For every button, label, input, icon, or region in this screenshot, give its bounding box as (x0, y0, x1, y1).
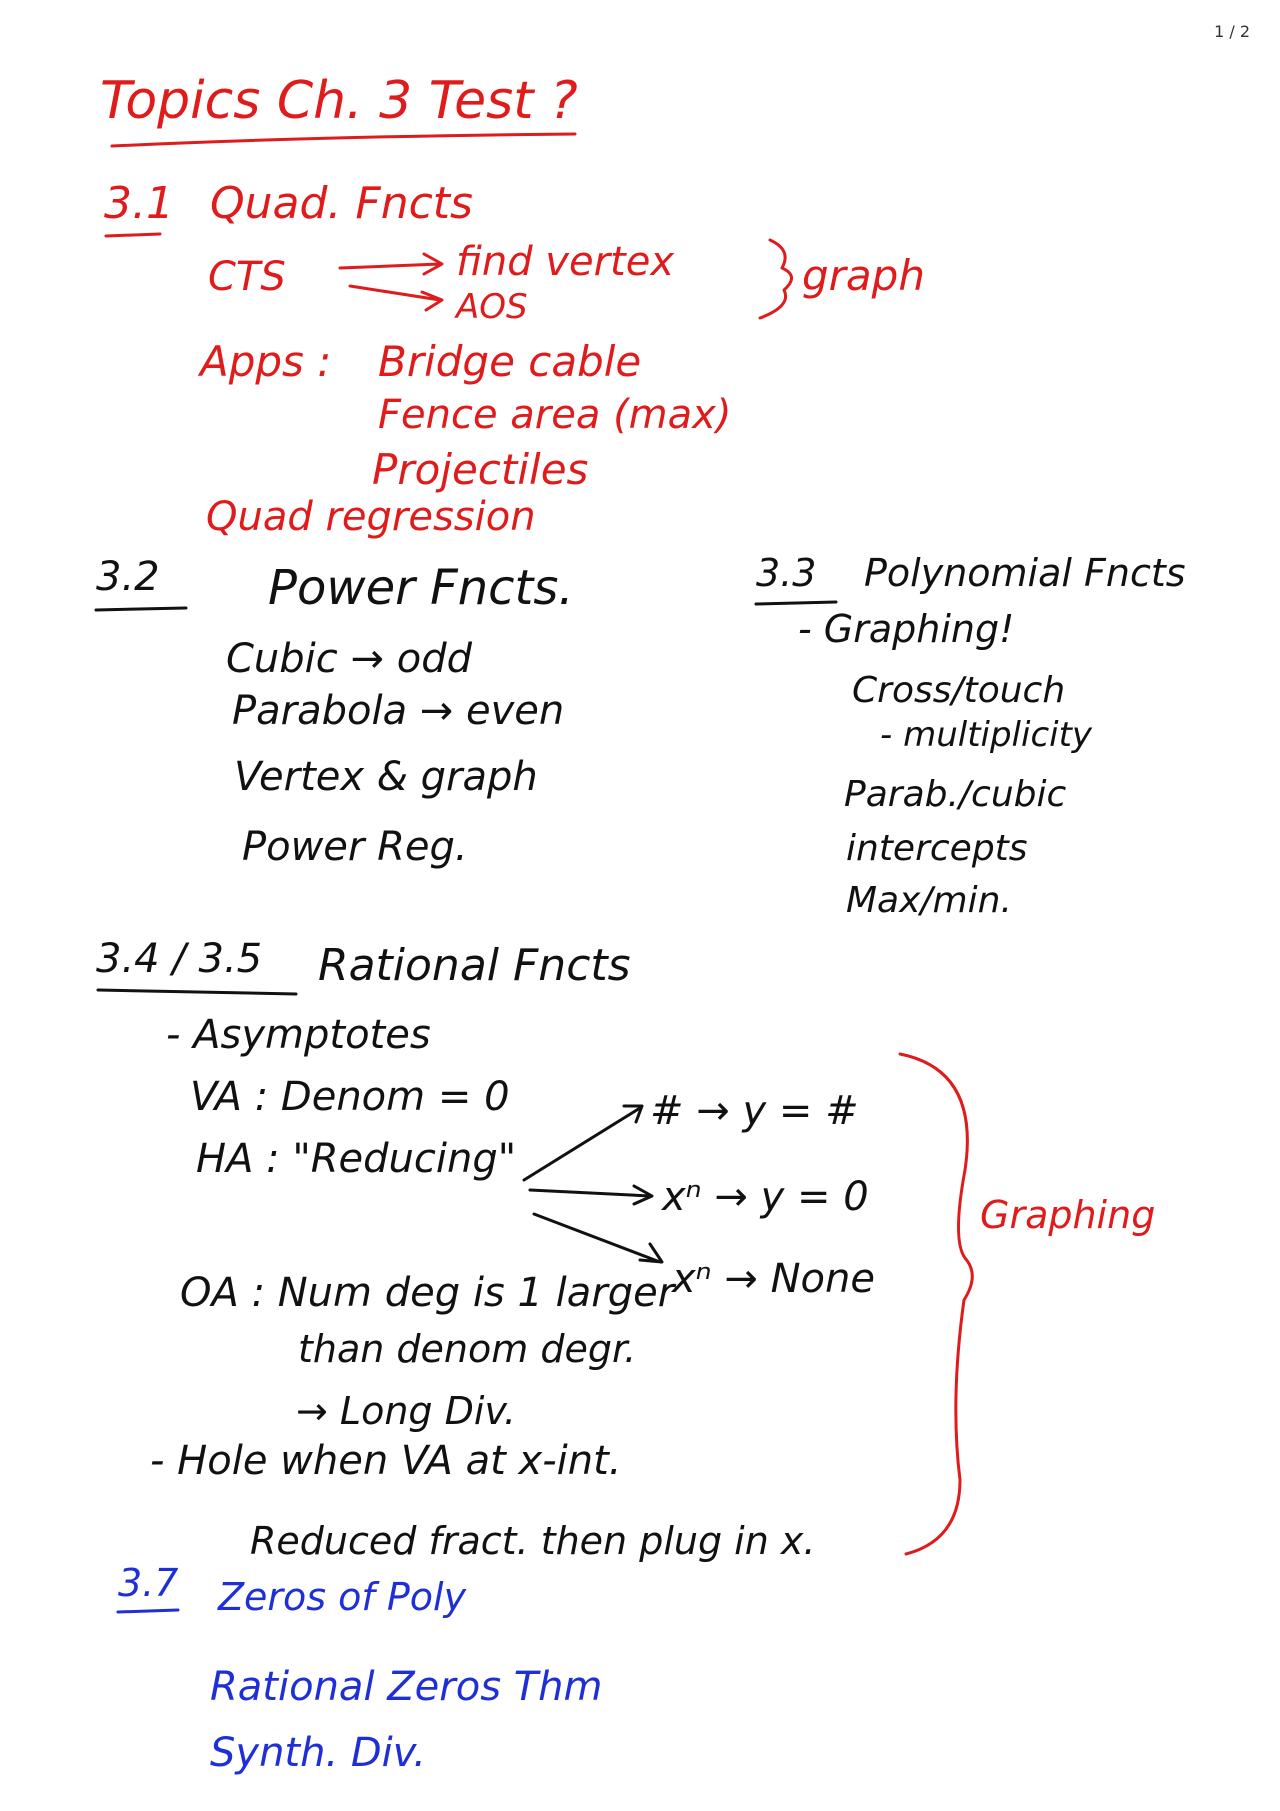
arrow-case-2 (530, 1186, 652, 1204)
section-33-line-5: intercepts (846, 828, 1028, 869)
arrow-to-vertex (340, 254, 442, 274)
section-345-asymptotes: - Asymptotes (166, 1012, 431, 1058)
section-33-line-1: - Graphing! (798, 607, 1015, 651)
section-345-number: 3.4 / 3.5 (96, 936, 263, 982)
section-345-ha: HA : "Reducing" (196, 1136, 517, 1182)
section-31-app-3: Projectiles (372, 445, 589, 494)
section-37-number: 3.7 (118, 1561, 179, 1605)
section-33-underline (756, 602, 836, 604)
brace-vertex-aos (760, 240, 792, 318)
section-31-regression: Quad regression (206, 494, 536, 540)
section-345-va: VA : Denom = 0 (190, 1074, 510, 1120)
section-31-heading: Quad. Fncts (210, 178, 473, 229)
arrow-case-3 (534, 1214, 662, 1262)
graphing-brace (900, 1054, 972, 1554)
section-345-oa-2: than denom degr. (298, 1327, 637, 1371)
section-31-graph: graph (802, 251, 925, 300)
section-345-underline (98, 990, 296, 994)
section-32-underline (96, 608, 186, 610)
section-37-line-1: Rational Zeros Thm (210, 1664, 603, 1710)
section-32-heading: Power Fncts. (268, 560, 574, 616)
section-31-app-2: Fence area (max) (378, 392, 732, 438)
section-37-underline (118, 1610, 178, 1612)
section-31-number: 3.1 (104, 178, 174, 229)
section-31-underline (106, 234, 160, 236)
section-31-apps-label: Apps : (200, 337, 332, 386)
section-31-aos: AOS (456, 287, 528, 327)
section-32-number: 3.2 (96, 554, 160, 600)
section-31-vertex: find vertex (456, 239, 674, 285)
section-33-heading: Polynomial Fncts (864, 551, 1186, 595)
section-33-line-3: - multiplicity (880, 715, 1093, 755)
section-33-number: 3.3 (756, 551, 817, 595)
section-345-oa-3: → Long Div. (296, 1389, 516, 1433)
section-345-oa-1: OA : Num deg is 1 larger (180, 1270, 675, 1316)
section-32-line-4: Power Reg. (242, 824, 468, 870)
section-32-line-2: Parabola → even (232, 688, 565, 734)
section-33-line-4: Parab./cubic (844, 774, 1067, 815)
section-32-line-3: Vertex & graph (234, 754, 538, 800)
section-345-heading: Rational Fncts (318, 940, 631, 991)
section-33-line-6: Max/min. (846, 880, 1012, 921)
section-31-cts: CTS (208, 254, 286, 300)
page-title: Topics Ch. 3 Test ? (100, 71, 578, 131)
section-345-case-1: # → y = # (650, 1088, 859, 1134)
arrow-to-aos (350, 286, 442, 310)
section-31-app-1: Bridge cable (378, 337, 642, 386)
section-345-hole-2: Reduced fract. then plug in x. (250, 1519, 816, 1563)
section-33-line-2: Cross/touch (852, 670, 1066, 711)
section-345-graphing: Graphing (980, 1193, 1156, 1237)
section-32-line-1: Cubic → odd (226, 636, 472, 682)
arrow-case-1 (524, 1106, 642, 1180)
page-number: 1 / 2 (1214, 22, 1250, 41)
section-345-case-2: xⁿ → y = 0 (662, 1174, 869, 1220)
section-345-case-3: xⁿ → None (672, 1256, 875, 1302)
section-345-hole-1: - Hole when VA at x-int. (150, 1438, 622, 1484)
section-37-heading: Zeros of Poly (218, 1575, 467, 1619)
title-underline (112, 134, 575, 146)
section-37-line-2: Synth. Div. (210, 1730, 426, 1776)
